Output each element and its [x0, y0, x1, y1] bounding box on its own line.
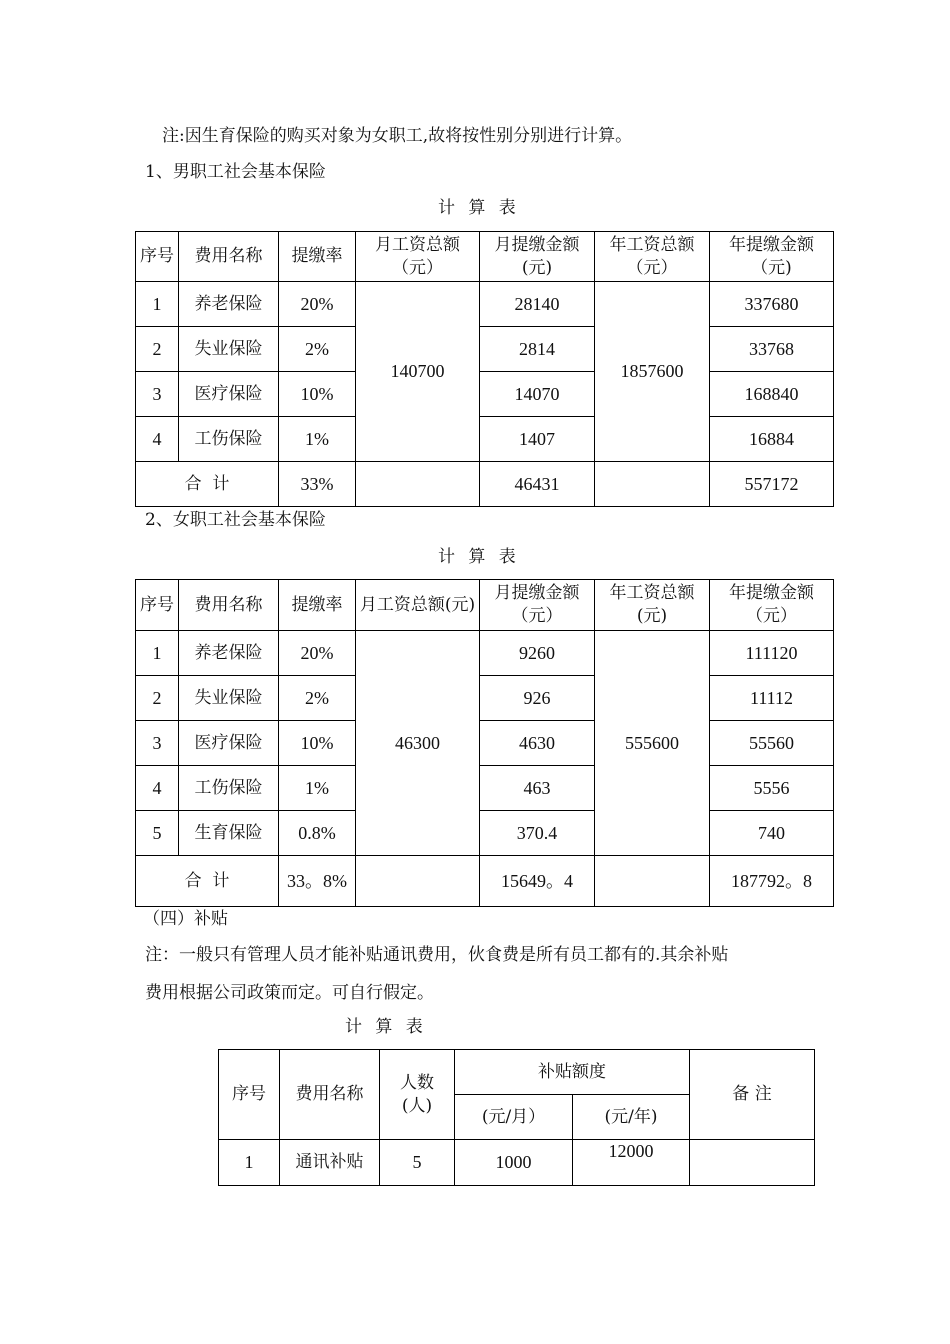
- annual-pay-cell: 111120: [710, 631, 834, 676]
- seq-cell: 3: [136, 721, 179, 766]
- seq-cell: 1: [219, 1140, 280, 1186]
- header-monthly-wage: 月工资总额(元): [356, 580, 480, 631]
- table-row: [136, 327, 834, 372]
- female-insurance-table: [135, 579, 834, 907]
- rate-cell: 20%: [279, 631, 356, 676]
- seq-cell: 1: [136, 631, 179, 676]
- table-row: [219, 1140, 815, 1186]
- per-month-cell: 1000: [455, 1140, 573, 1186]
- header-name: 费用名称: [179, 580, 279, 631]
- total-rate: 33。8%: [279, 856, 356, 907]
- name-cell: 失业保险: [179, 327, 279, 372]
- annual-pay-cell: 5556: [710, 766, 834, 811]
- total-annual-pay: 187792。8: [710, 856, 834, 907]
- header-people: 人数(人): [380, 1050, 455, 1140]
- table-row: [136, 676, 834, 721]
- rate-cell: 10%: [279, 372, 356, 417]
- seq-cell: 4: [136, 766, 179, 811]
- table-row: [136, 766, 834, 811]
- note-subsidy-line-2: 费用根据公司政策而定。可自行假定。: [145, 983, 434, 1003]
- total-monthly-pay: 15649。4: [480, 856, 595, 907]
- table-caption-subsidy: 计 算 表: [345, 1017, 427, 1037]
- people-cell: 5: [380, 1140, 455, 1186]
- monthly-pay-cell: 370.4: [480, 811, 595, 856]
- rate-cell: 20%: [279, 282, 356, 327]
- header-annual-wage: 年工资总额(元): [595, 580, 710, 631]
- name-cell: 医疗保险: [179, 372, 279, 417]
- monthly-pay-cell: 463: [480, 766, 595, 811]
- header-annual-pay: 年提缴金额（元）: [710, 580, 834, 631]
- monthly-pay-cell: 14070: [480, 372, 595, 417]
- total-row: [136, 462, 834, 507]
- rate-cell: 2%: [279, 676, 356, 721]
- name-cell: 医疗保险: [179, 721, 279, 766]
- total-monthly-pay: 46431: [480, 462, 595, 507]
- total-label: 合 计: [136, 856, 279, 907]
- table-caption-female: 计 算 表: [438, 547, 520, 567]
- table-row: [136, 721, 834, 766]
- seq-cell: 2: [136, 676, 179, 721]
- header-monthly-pay: 月提缴金额（元）: [480, 580, 595, 631]
- table-row: [136, 417, 834, 462]
- header-seq: 序号: [136, 580, 179, 631]
- rate-cell: 1%: [279, 766, 356, 811]
- header-per-year: (元/年): [573, 1095, 690, 1140]
- header-remark: 备 注: [690, 1050, 815, 1140]
- note-subsidy-line-1: 注：一般只有管理人员才能补贴通讯费用，伙食费是所有员工都有的.其余补贴: [145, 945, 729, 965]
- annual-pay-cell: 16884: [710, 417, 834, 462]
- rate-cell: 10%: [279, 721, 356, 766]
- annual-pay-cell: 55560: [710, 721, 834, 766]
- rate-cell: 1%: [279, 417, 356, 462]
- annual-pay-cell: 337680: [710, 282, 834, 327]
- annual-pay-cell: 11112: [710, 676, 834, 721]
- annual-wage-cell: 1857600: [595, 282, 710, 462]
- name-cell: 通讯补贴: [280, 1140, 380, 1186]
- male-insurance-table: [135, 231, 834, 507]
- empty-cell: [595, 856, 710, 907]
- annual-pay-cell: 168840: [710, 372, 834, 417]
- rate-cell: 2%: [279, 327, 356, 372]
- table-row: [136, 282, 834, 327]
- subsidy-table: [218, 1049, 815, 1186]
- total-rate: 33%: [279, 462, 356, 507]
- monthly-pay-cell: 2814: [480, 327, 595, 372]
- table-row: [136, 811, 834, 856]
- empty-cell: [356, 462, 480, 507]
- header-seq: 序号: [136, 232, 179, 282]
- total-annual-pay: 557172: [710, 462, 834, 507]
- header-per-month: (元/月）: [455, 1095, 573, 1140]
- name-cell: 工伤保险: [179, 417, 279, 462]
- header-rate: 提缴率: [279, 580, 356, 631]
- monthly-wage-cell: 46300: [356, 631, 480, 856]
- monthly-pay-cell: 4630: [480, 721, 595, 766]
- header-rate: 提缴率: [279, 232, 356, 282]
- total-row: [136, 856, 834, 907]
- annual-pay-cell: 740: [710, 811, 834, 856]
- name-cell: 生育保险: [179, 811, 279, 856]
- table-row: [136, 372, 834, 417]
- remark-cell: [690, 1140, 815, 1186]
- header-annual-wage: 年工资总额（元）: [595, 232, 710, 282]
- header-monthly-pay: 月提缴金额(元): [480, 232, 595, 282]
- empty-cell: [595, 462, 710, 507]
- annual-wage-cell: 555600: [595, 631, 710, 856]
- seq-cell: 5: [136, 811, 179, 856]
- name-cell: 失业保险: [179, 676, 279, 721]
- monthly-pay-cell: 9260: [480, 631, 595, 676]
- monthly-pay-cell: 1407: [480, 417, 595, 462]
- name-cell: 养老保险: [179, 282, 279, 327]
- header-monthly-wage: 月工资总额（元）: [356, 232, 480, 282]
- seq-cell: 4: [136, 417, 179, 462]
- header-amount: 补贴额度: [455, 1050, 690, 1095]
- note-gender-split: 注:因生育保险的购买对象为女职工,故将按性别分别进行计算。: [162, 126, 633, 146]
- header-seq: 序号: [219, 1050, 280, 1140]
- header-name: 费用名称: [179, 232, 279, 282]
- section-title-male: 1、男职工社会基本保险: [145, 162, 326, 182]
- section-title-subsidy: （四）补贴: [143, 909, 228, 929]
- per-year-cell: 12000: [573, 1140, 690, 1186]
- header-annual-pay: 年提缴金额（元): [710, 232, 834, 282]
- monthly-wage-cell: 140700: [356, 282, 480, 462]
- seq-cell: 3: [136, 372, 179, 417]
- seq-cell: 1: [136, 282, 179, 327]
- monthly-pay-cell: 28140: [480, 282, 595, 327]
- name-cell: 工伤保险: [179, 766, 279, 811]
- header-name: 费用名称: [280, 1050, 380, 1140]
- rate-cell: 0.8%: [279, 811, 356, 856]
- table-caption-male: 计 算 表: [438, 198, 520, 218]
- annual-pay-cell: 33768: [710, 327, 834, 372]
- section-title-female: 2、女职工社会基本保险: [145, 510, 326, 530]
- seq-cell: 2: [136, 327, 179, 372]
- empty-cell: [356, 856, 480, 907]
- total-label: 合 计: [136, 462, 279, 507]
- name-cell: 养老保险: [179, 631, 279, 676]
- monthly-pay-cell: 926: [480, 676, 595, 721]
- table-row: [136, 631, 834, 676]
